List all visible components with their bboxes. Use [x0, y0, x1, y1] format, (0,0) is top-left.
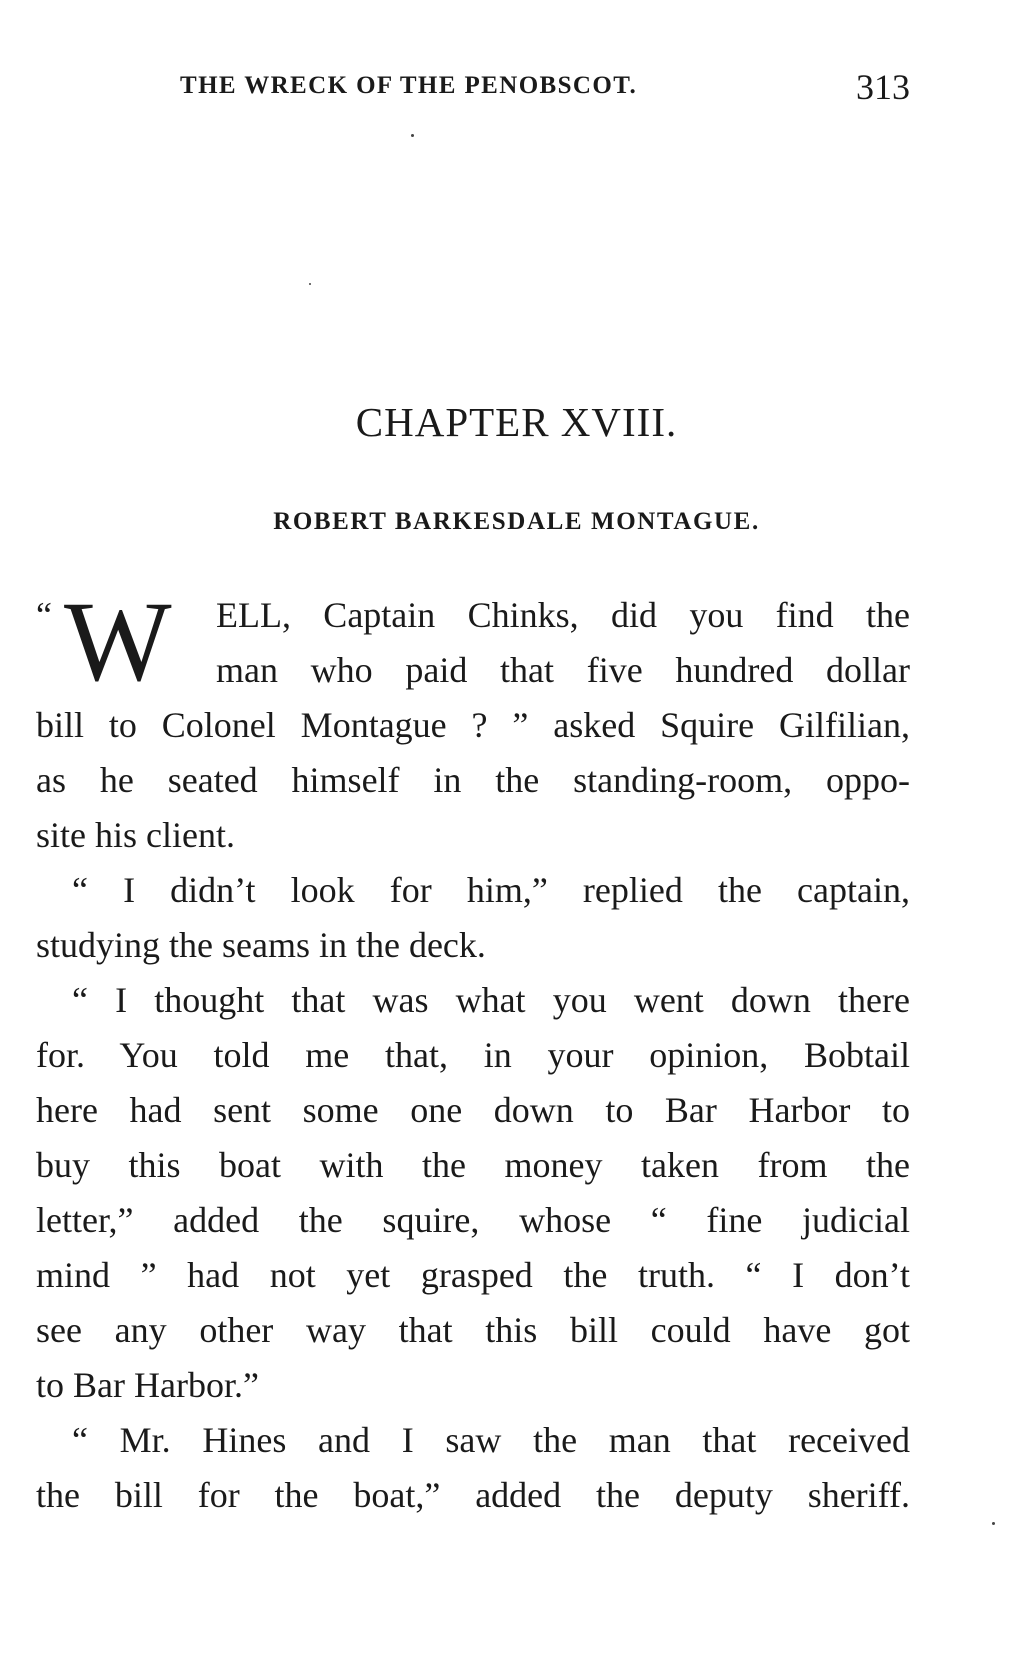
print-speck [309, 283, 311, 285]
text-line: mind ” had not yet grasped the truth. “ I don’t [36, 1255, 910, 1295]
text-line: for. You told me that, in your opinion, Bobtail [36, 1035, 910, 1075]
text-line: as he seated himself in the standing-room, oppo- [36, 760, 910, 800]
print-speck [992, 1522, 995, 1525]
text-line: buy this boat with the money taken from the [36, 1145, 910, 1185]
text-line: site his client. [36, 815, 235, 855]
text-line: to Bar Harbor.” [36, 1365, 259, 1405]
text-line: “ I didn’t look for him,” replied the captain, [72, 870, 910, 910]
drop-cap: W [64, 578, 172, 705]
opening-block [36, 578, 910, 705]
chapter-subtitle: ROBERT BARKESDALE MONTAGUE. [273, 508, 760, 535]
body-text [36, 578, 910, 1523]
chapter-title: CHAPTER XVIII. [355, 399, 678, 445]
text-line: ELL, Captain Chinks, did you find the [216, 595, 910, 635]
text-line: bill to Colonel Montague ? ” asked Squire Gilfilian, [36, 705, 910, 745]
running-head [180, 66, 910, 106]
page-number: 313 [856, 67, 910, 107]
running-title: THE WRECK OF THE PENOBSCOT. [180, 72, 638, 99]
opening-quote-mark: “ [36, 595, 52, 635]
text-line: man who paid that five hundred dollar [216, 650, 910, 690]
text-line: the bill for the boat,” added the deputy sheriff. [36, 1475, 910, 1515]
text-line: studying the seams in the deck. [36, 925, 486, 965]
text-line: letter,” added the squire, whose “ fine judicial [36, 1200, 910, 1240]
text-line: “ Mr. Hines and I saw the man that received [72, 1420, 910, 1460]
text-line: “ I thought that was what you went down there [72, 980, 910, 1020]
text-line: see any other way that this bill could have got [36, 1310, 910, 1350]
print-speck [411, 134, 414, 137]
text-line: here had sent some one down to Bar Harbor to [36, 1090, 910, 1130]
